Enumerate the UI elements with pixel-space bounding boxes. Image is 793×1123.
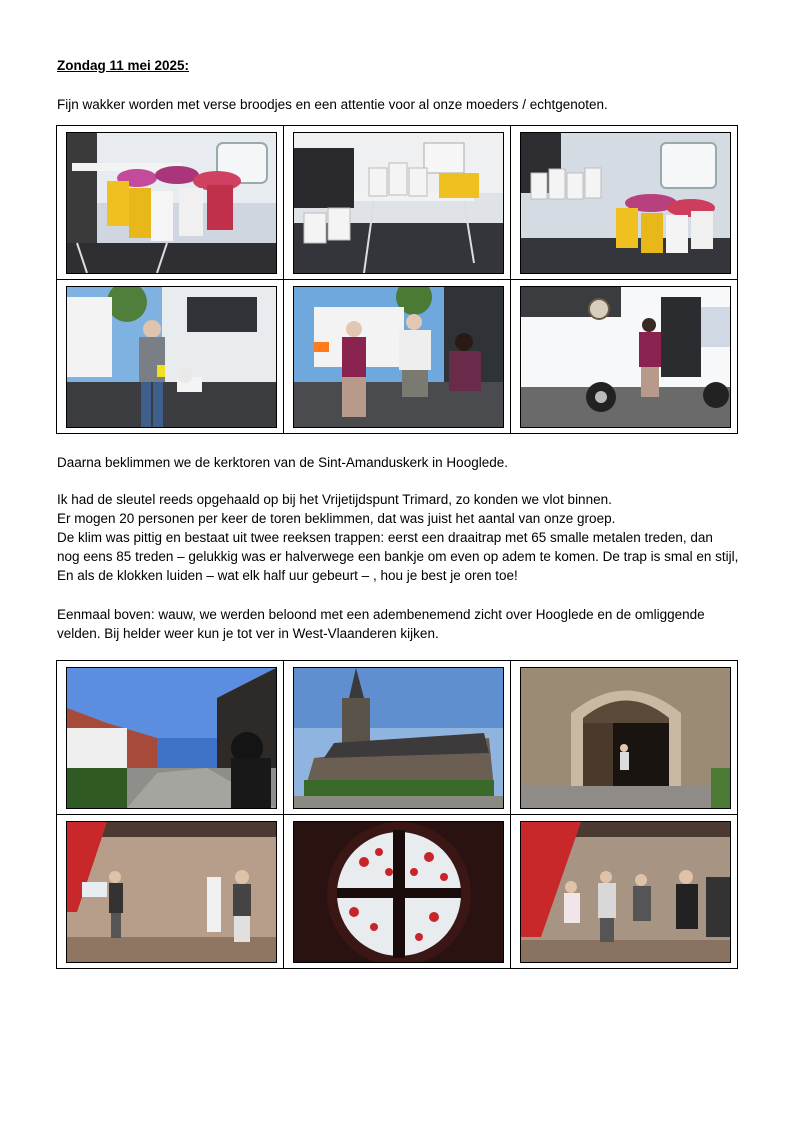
photo-woman-at-camper-door (520, 286, 731, 428)
photo-cell (57, 815, 284, 969)
photo-tower-group (520, 821, 731, 963)
page-heading: Zondag 11 mei 2025: (57, 58, 190, 73)
photo-flowers-on-table (66, 132, 277, 274)
text-line: Daarna beklimmen we de kerktoren van de Sint-Amanduskerk in Hooglede. (57, 455, 508, 470)
photo-street-view (66, 667, 277, 809)
photo-church-entrance (520, 667, 731, 809)
photo-cell (511, 280, 738, 434)
tower-intro-paragraph (57, 453, 747, 472)
photo-cell (57, 126, 284, 280)
summit-paragraph (57, 605, 747, 643)
photo-cell (284, 661, 511, 815)
photo-table-church (56, 660, 738, 969)
photo-flowers-and-bags (520, 132, 731, 274)
photo-group-at-camper (293, 286, 504, 428)
photo-bread-bags-on-table (293, 132, 504, 274)
text-line: Er mogen 20 personen per keer de toren beklimmen, dat was juist het aantal van onze groep. (57, 511, 616, 526)
photo-cell (284, 280, 511, 434)
photo-cell (284, 815, 511, 969)
text-line: En als de klokken luiden – wat elk half uur gebeurt – , hou je best je oren toe! (57, 568, 518, 583)
text-line: velden. Bij helder weer kun je tot ver in West-Vlaanderen kijken. (57, 626, 439, 641)
photo-cell (284, 126, 511, 280)
intro-line: Fijn wakker worden met verse broodjes en een attentie voor al onze moeders / echtgenoten. (57, 97, 608, 112)
photo-cell (511, 815, 738, 969)
photo-tower-window (293, 821, 504, 963)
photo-table-morning (56, 125, 738, 434)
text-line: Eenmaal boven: wauw, we werden beloond met een adembenemend zicht over Hooglede en de omliggende (57, 607, 705, 622)
photo-tower-room-visitors (66, 821, 277, 963)
story-paragraph (57, 490, 747, 585)
photo-church-exterior (293, 667, 504, 809)
intro-paragraph (57, 95, 747, 114)
photo-cell (511, 661, 738, 815)
photo-man-at-camper (66, 286, 277, 428)
photo-cell (57, 661, 284, 815)
photo-cell (57, 280, 284, 434)
photo-cell (511, 126, 738, 280)
text-line: Ik had de sleutel reeds opgehaald op bij het Vrijetijdspunt Trimard, zo konden we vlot binnen. (57, 492, 612, 507)
text-line: De klim was pittig en bestaat uit twee reeksen trappen: eerst een draaitrap met 65 smalle metalen treden, dan (57, 530, 713, 545)
text-line: nog eens 85 treden – gelukkig was er halverwege een bankje om even op adem te komen. De trap is smal en stijl, (57, 549, 739, 564)
